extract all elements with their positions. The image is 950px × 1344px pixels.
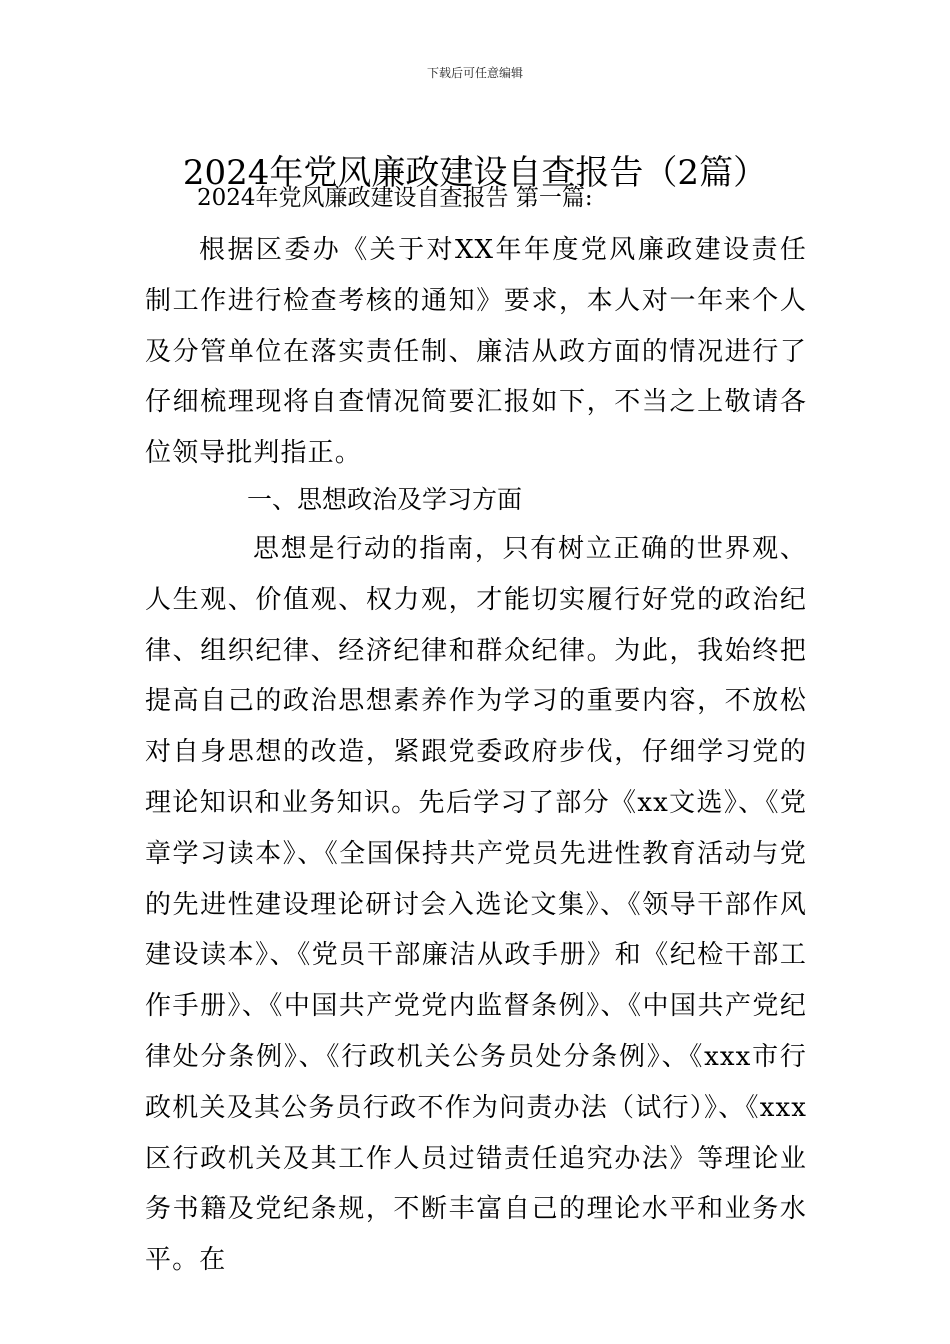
section-heading: 一、思想政治及学习方面 (247, 485, 523, 514)
document-title: 2024年党风廉政建设自查报告（2篇） (182, 152, 768, 193)
body-paragraph: 思想是行动的指南，只有树立正确的世界观、人生观、价值观、权力观，才能切实履行好党的政治纪律、组织纪律、经济纪律和群众纪律。为此，我始终把提高自己的政治思想素养作为学习的重要内容，不放松对自身思想的改造，紧跟党委政府步伐，仔细学习党的理论知识和业务知识。先后学习了部分《xx文选》、《党章学习读本》、《全国保持共产党员先进性教育活动与党的先进性建设理论研讨会入选论文集》、《领导干部作风建设读本》、《党员干部廉洁从政手册》和《纪检干部工作手册》、《中国共产党党内监督条例》、《中国共产党纪律处分条例》、《行政机关公务员处分条例》、《xxx市行政机关及其公务员行政不作为问责办法（试行）》、《xxx区行政机关及其工作人员过错责任追究办法》等理论业务书籍及党纪条规，不断丰富自己的理论水平和业务水平。在 (145, 534, 807, 1276)
intro-paragraph: 根据区委办《关于对XX年年度党风廉政建设责任制工作进行检查考核的通知》要求，本人对一年来个人及分管单位在落实责任制、廉洁从政方面的情况进行了仔细梳理现将自查情况简要汇报如下，不当之上敬请各位领导批判指正。 (145, 235, 807, 469)
header-note: 下载后可任意编辑 (426, 66, 523, 80)
document-subheading: 2024年党风廉政建设自查报告 第一篇: (197, 185, 593, 211)
